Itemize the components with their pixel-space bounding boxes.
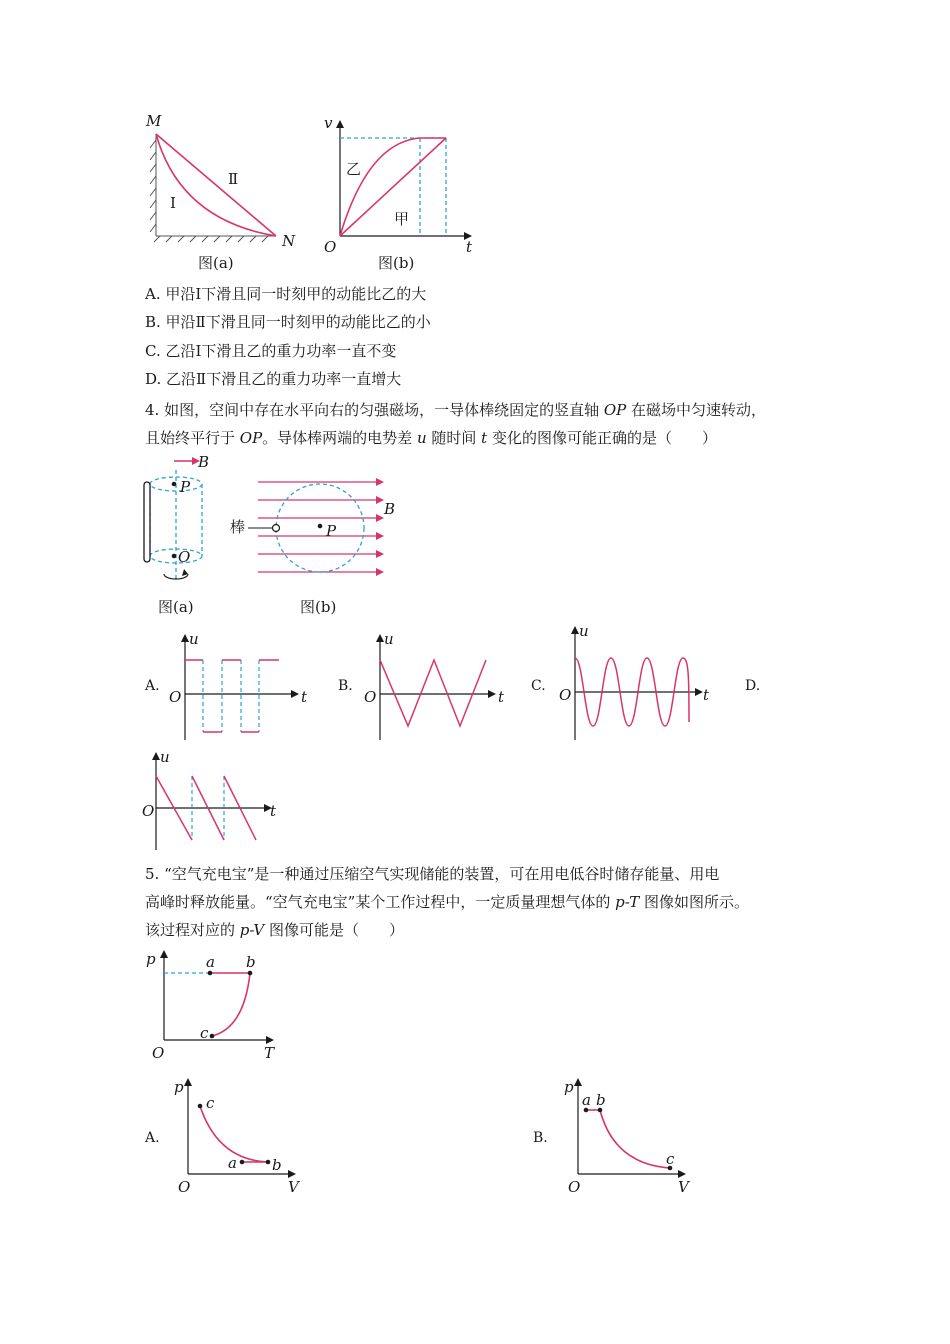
q3-figure-b — [318, 112, 483, 274]
track-II — [156, 134, 276, 236]
svg-text:u: u — [189, 630, 199, 648]
svg-text:T: T — [264, 1044, 275, 1062]
q4-choice-d-label[interactable]: D. — [745, 678, 761, 694]
svg-text:O: O — [178, 1178, 191, 1194]
q4-choice-a-graph[interactable] — [165, 630, 315, 745]
q3-option-a[interactable]: A. 甲沿Ⅰ下滑且同一时刻甲的动能比乙的大 — [145, 285, 427, 303]
q5-choice-b-label[interactable]: B. — [533, 1130, 548, 1146]
svg-text:a: a — [582, 1091, 591, 1109]
q5-stem-line1: 5. “空气充电宝”是一种通过压缩空气实现储能的装置，可在用电低谷时储存能量、用电 — [145, 865, 720, 883]
svg-text:b: b — [272, 1156, 282, 1174]
q4-choice-c-label[interactable]: C. — [531, 678, 546, 694]
axis-t-label: t — [466, 238, 473, 256]
svg-text:b: b — [246, 953, 256, 971]
svg-text:t: t — [301, 688, 308, 706]
fig-b-caption-q4: 图(b) — [300, 598, 337, 616]
svg-text:t: t — [703, 686, 710, 704]
q5-choice-a-graph[interactable] — [168, 1072, 313, 1194]
svg-text:p: p — [146, 950, 156, 968]
svg-text:V: V — [678, 1178, 689, 1194]
label-jia: 甲 — [394, 210, 410, 228]
svg-text:b: b — [596, 1091, 606, 1109]
q3-figure-a — [140, 110, 305, 275]
q3-option-d[interactable]: D. 乙沿Ⅱ下滑且乙的重力功率一直增大 — [145, 370, 402, 388]
label-I: Ⅰ — [170, 194, 176, 212]
q5-pT-graph — [140, 948, 290, 1063]
label-P-b: P — [326, 522, 337, 540]
label-M: M — [146, 112, 162, 130]
label-yi: 乙 — [346, 160, 362, 178]
svg-text:O: O — [364, 688, 377, 706]
svg-text:O: O — [152, 1044, 165, 1062]
svg-text:c: c — [666, 1150, 675, 1168]
q5-choice-b-graph[interactable] — [558, 1072, 703, 1194]
q5-stem-line3: 该过程对应的 p-V 图像可能是（ ） — [145, 921, 404, 939]
label-O: O — [178, 548, 191, 566]
axis-v-label: v — [324, 114, 333, 132]
label-P: P — [180, 478, 191, 496]
svg-text:a: a — [206, 953, 215, 971]
label-rod: 棒 — [230, 518, 246, 536]
q4-choice-c-graph[interactable] — [555, 622, 725, 742]
svg-text:p: p — [564, 1078, 574, 1096]
q5-stem-line2: 高峰时释放能量。“空气充电宝”某个工作过程中，一定质量理想气体的 p-T 图像如图所示。 — [145, 893, 750, 911]
line-jia — [340, 138, 446, 236]
svg-text:u: u — [384, 630, 394, 648]
q4-choice-b-graph[interactable] — [360, 630, 510, 745]
svg-text:u: u — [579, 622, 589, 640]
label-B: B — [198, 453, 210, 471]
origin-label: O — [324, 238, 337, 256]
fig-a-caption-q4: 图(a) — [158, 598, 194, 616]
svg-text:a: a — [228, 1154, 237, 1172]
svg-text:c: c — [206, 1094, 215, 1112]
svg-text:O: O — [142, 802, 155, 820]
q4-choice-a-label[interactable]: A. — [145, 678, 160, 694]
svg-text:t: t — [270, 802, 277, 820]
q4-stem-line2: 且始终平行于 OP。导体棒两端的电势差 u 随时间 t 变化的图像可能正确的是（ ） — [145, 429, 717, 447]
svg-text:O: O — [559, 686, 572, 704]
label-B-b: B — [384, 500, 396, 518]
fig-a-caption: 图(a) — [198, 254, 234, 272]
svg-text:p: p — [174, 1078, 184, 1096]
svg-text:u: u — [160, 748, 170, 766]
q4-stem-line1: 4. 如图，空间中存在水平向右的匀强磁场，一导体棒绕固定的竖直轴 OP 在磁场中匀速转动， — [145, 401, 767, 419]
rod — [144, 482, 150, 562]
q5-choice-a-label[interactable]: A. — [145, 1130, 160, 1146]
q4-choice-d-graph[interactable] — [140, 748, 290, 853]
svg-text:O: O — [169, 688, 182, 706]
svg-text:O: O — [568, 1178, 581, 1194]
q4-figure-b — [228, 470, 408, 620]
q3-option-b[interactable]: B. 甲沿Ⅱ下滑且同一时刻甲的动能比乙的小 — [145, 313, 431, 331]
svg-text:c: c — [200, 1024, 209, 1042]
label-N: N — [282, 232, 296, 250]
q4-figure-a — [138, 450, 228, 620]
fig-b-caption: 图(b) — [378, 254, 415, 272]
svg-text:V: V — [288, 1178, 299, 1194]
label-II: Ⅱ — [228, 170, 239, 188]
q3-option-c[interactable]: C. 乙沿Ⅰ下滑且乙的重力功率一直不变 — [145, 342, 397, 360]
q4-choice-b-label[interactable]: B. — [338, 678, 353, 694]
svg-text:t: t — [498, 688, 505, 706]
